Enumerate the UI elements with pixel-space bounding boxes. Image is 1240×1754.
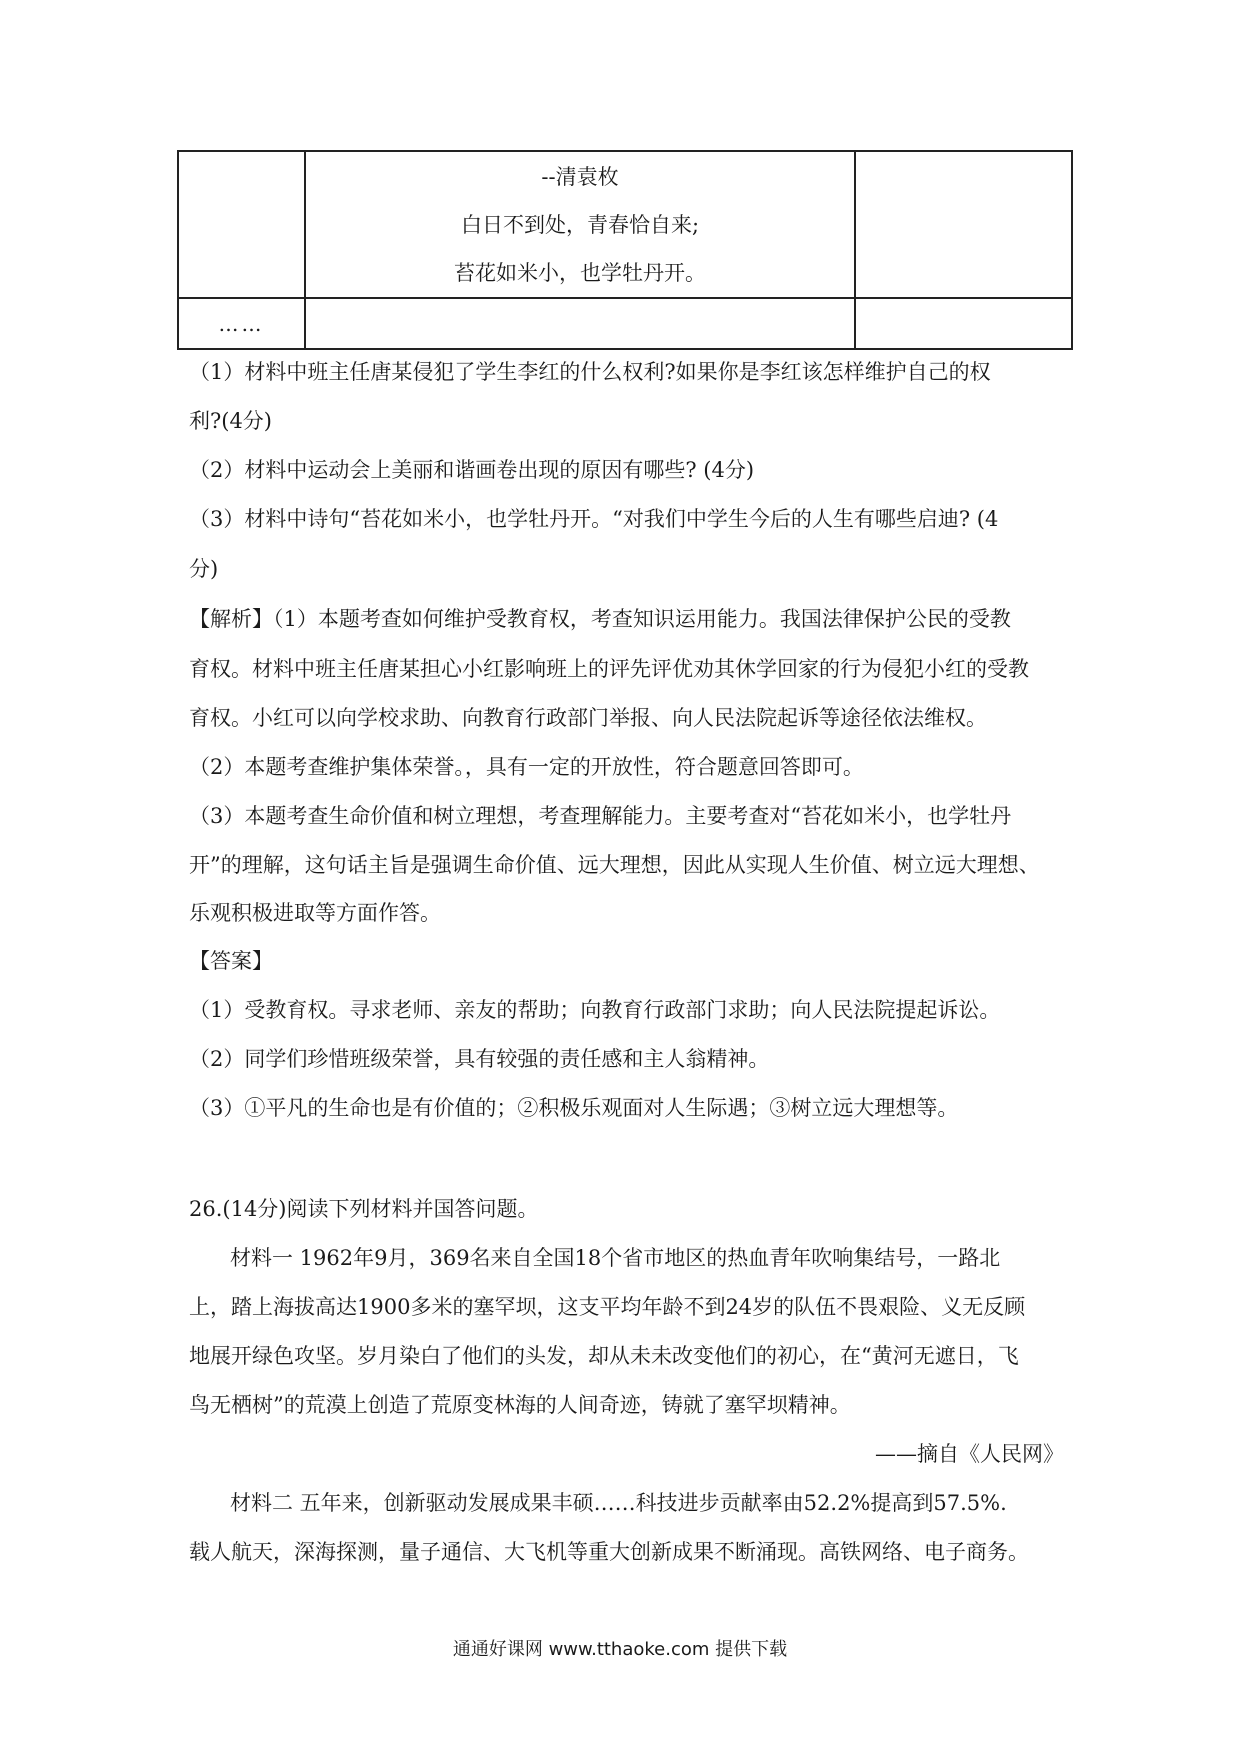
table-cell-empty — [855, 298, 1072, 349]
question-2: （2）材料中运动会上美丽和谐画卷出现的原因有哪些? (4分) — [189, 458, 755, 482]
analysis-line: 【解析】（1）本题考查如何维护受教育权，考查知识运用能力。我国法律保护公民的受教 — [189, 607, 1011, 631]
analysis-line: （2）本题考查维护集体荣誉。，具有一定的开放性，符合题意回答即可。 — [189, 755, 864, 779]
poem-cell — [305, 151, 855, 298]
poem-line: 苔花如米小，也学牡丹开。 — [454, 260, 706, 285]
material-line: 材料一 1962年9月，369名来自全国18个省市地区的热血青年吹响集结号，一路北 — [230, 1246, 1001, 1270]
answer-line: （1）受教育权。寻求老师、亲友的帮助；向教育行政部门求助；向人民法院提起诉讼。 — [189, 998, 1001, 1022]
question-1-line-2: 利?(4分) — [189, 409, 273, 433]
analysis-line: 乐观积极进取等方面作答。 — [189, 901, 441, 925]
material-line: 鸟无栖树”的荒漠上创造了荒原变林海的人间奇迹，铸就了塞罕坝精神。 — [189, 1393, 851, 1417]
footer-watermark: 通通好课网 www.tthaoke.com 提供下载 — [452, 1639, 788, 1660]
material-line: 载人航天，深海探测，量子通信、大飞机等重大创新成果不断涌现。高铁网络、电子商务。 — [189, 1540, 1029, 1564]
question-1-line-1: （1）材料中班主任唐某侵犯了学生李红的什么权利?如果你是李红该怎样维护自己的权 — [189, 360, 991, 384]
table-row — [178, 151, 1072, 298]
answer-line: （3）①平凡的生命也是有价值的；②积极乐观面对人生际遇；③树立远大理想等。 — [189, 1096, 959, 1120]
analysis-line: 育权。材料中班主任唐某担心小红影响班上的评先评优劝其休学回家的行为侵犯小红的受教 — [189, 657, 1029, 681]
table-row — [178, 298, 1072, 349]
poem-line: 白日不到处，青春恰自来; — [460, 212, 700, 237]
analysis-line: 开”的理解，这句话主旨是强调生命价值、远大理想，因此从实现人生价值、树立远大理想、 — [189, 853, 1040, 877]
analysis-line: 育权。小红可以向学校求助、向教育行政部门举报、向人民法院起诉等途径依法维权。 — [189, 706, 987, 730]
answer-line: （2）同学们珍惜班级荣誉，具有较强的责任感和主人翁精神。 — [189, 1047, 770, 1071]
table-cell-empty — [178, 151, 305, 298]
material-line: 材料二 五年来，创新驱动发展成果丰硕……科技进步贡献率由52.2%提高到57.5%. — [230, 1491, 1007, 1515]
material-source: ——摘自《人民网》 — [875, 1442, 1064, 1466]
material-line: 地展开绿色攻坚。岁月染白了他们的头发，却从未未改变他们的初心，在“黄河无遮日，飞 — [189, 1344, 1019, 1368]
question-26-stem: 26.(14分)阅读下列材料并国答问题。 — [189, 1197, 539, 1221]
question-3-line-2: 分) — [189, 557, 219, 581]
poem-table — [177, 150, 1073, 350]
material-line: 上，踏上海拔高达1900多米的塞罕坝，这支平均年龄不到24岁的队伍不畏艰险、义无反顾 — [189, 1295, 1026, 1319]
table-cell-empty — [305, 298, 855, 349]
analysis-line: （3）本题考查生命价值和树立理想，考查理解能力。主要考查对“苔花如米小，也学牡丹 — [189, 804, 1012, 828]
table-cell-empty — [855, 151, 1072, 298]
ellipsis-cell: …… — [178, 298, 305, 349]
poem-line: --清袁枚 — [541, 164, 619, 189]
answer-heading: 【答案】 — [189, 949, 273, 973]
question-3-line-1: （3）材料中诗句“苔花如米小，也学牡丹开。“对我们中学生今后的人生有哪些启迪? (4 — [189, 507, 999, 531]
